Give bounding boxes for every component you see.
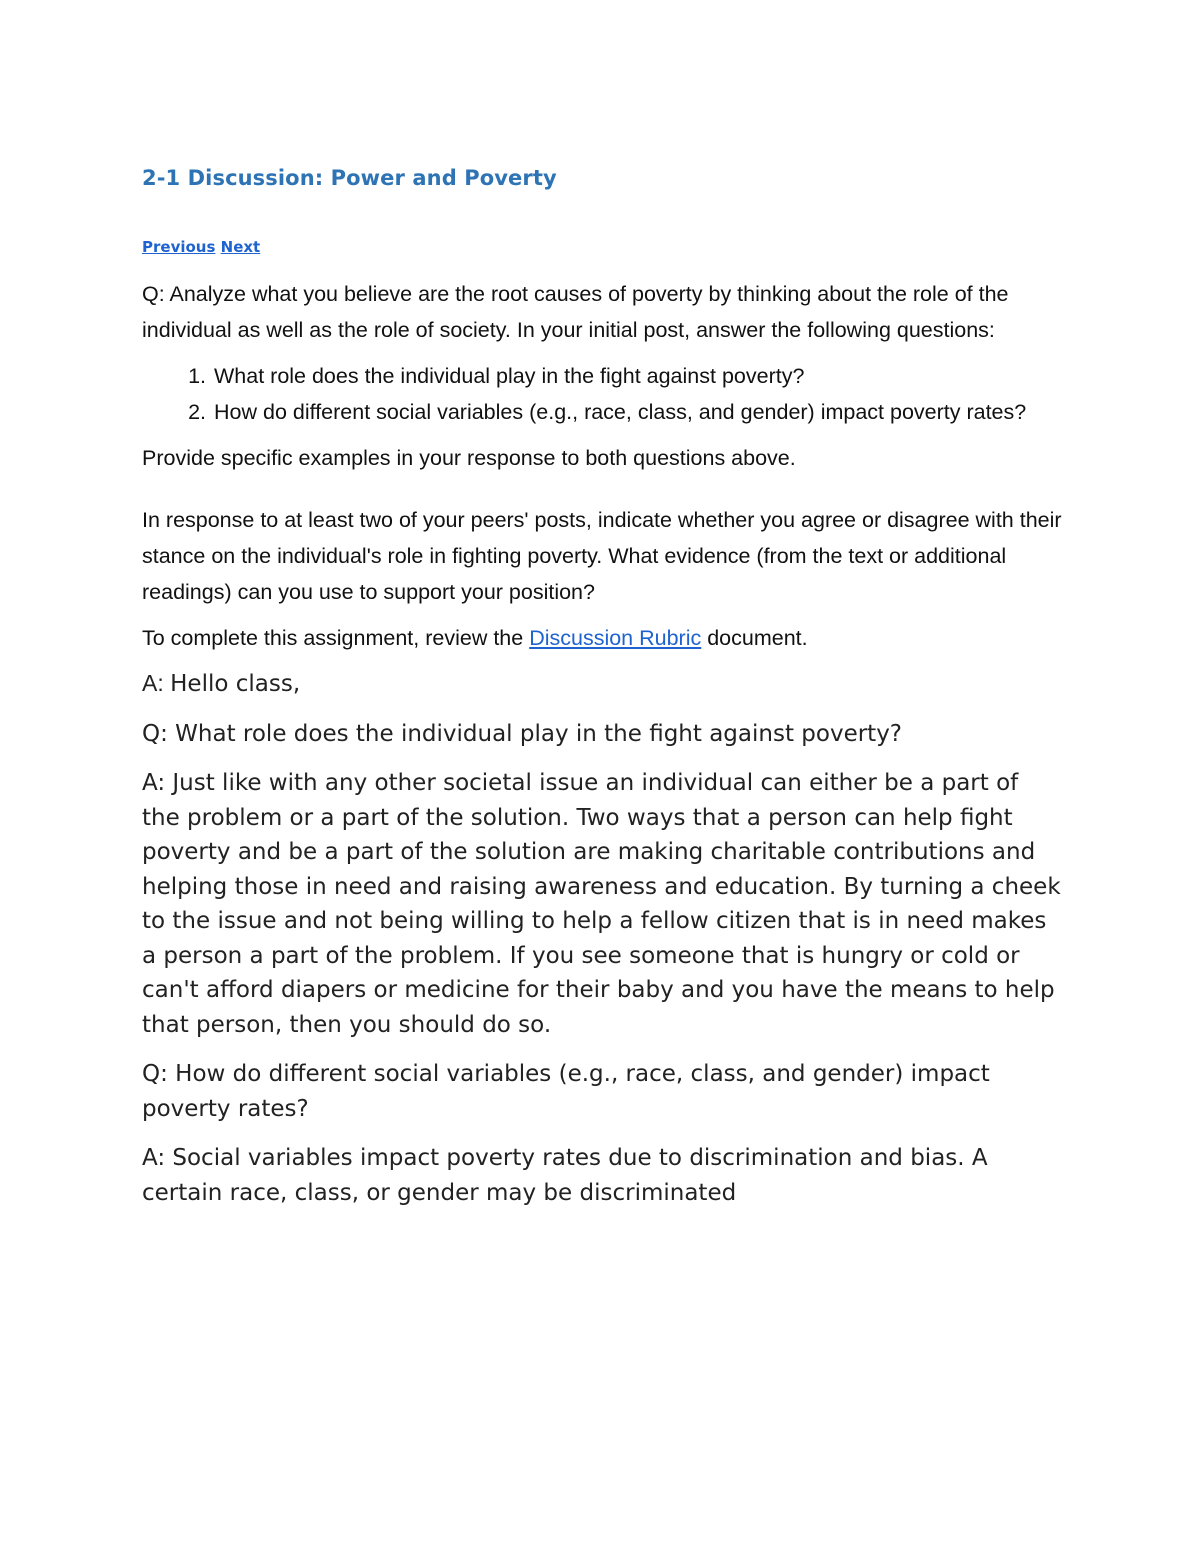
nav-links	[142, 238, 1062, 256]
next-link[interactable]: Next	[220, 238, 261, 256]
page-title: 2-1 Discussion: Power and Poverty	[142, 166, 557, 190]
question-list	[142, 358, 1062, 430]
assignment-prompt	[142, 276, 1062, 656]
examples-note: Provide specific examples in your response to both questions above.	[142, 446, 796, 470]
answer-response-1: A: Just like with any other societal issue an individual can either be a part of the problem or a part of the solution. Two ways that a person can help fight poverty and be a part of the solution are making charitable contributions and helping those in need and raising awareness and education. By turning a cheek to the issue and not being willing to help a fellow citizen that is in need makes a person a part of the problem. If you see someone that is hungry or cold or can't afford diapers or medicine for their baby and you have the means to help that person, then you should do so.	[142, 770, 1061, 1038]
discussion-rubric-link[interactable]: Discussion Rubric	[529, 626, 702, 650]
rubric-line	[142, 620, 1062, 656]
previous-link[interactable]: Previous	[142, 238, 216, 256]
greeting-tag: A:	[142, 670, 171, 696]
answer-response-2: A: Social variables impact poverty rates due to discrimination and bias. A certain race, class, or gender may be discriminated	[142, 1145, 988, 1206]
peer-response-instructions: In response to at least two of your peers' posts, indicate whether you agree or disagree with their stance on the individual's role in fighting poverty. What evidence (from the text or additional readings) can you use to support your position?	[142, 508, 1062, 604]
document-content	[142, 166, 1062, 1225]
rubric-suffix: document.	[701, 626, 808, 650]
prompt-intro: Q: Analyze what you believe are the root causes of poverty by thinking about the role of the individual as well as the role of society. In your initial post, answer the following questions:	[142, 282, 1009, 342]
greeting-text: Hello class,	[170, 671, 301, 697]
student-answer	[142, 666, 1062, 1210]
answer-question-1: Q: What role does the individual play in the fight against poverty?	[142, 720, 903, 747]
question-item: 2. How do different social variables (e.g., race, class, and gender) impact poverty rates?	[212, 394, 1062, 430]
question-item: 1. What role does the individual play in the fight against poverty?	[212, 358, 1062, 394]
greeting-line	[142, 666, 1062, 702]
rubric-prefix: To complete this assignment, review the	[142, 626, 530, 650]
answer-question-2: Q: How do different social variables (e.g., race, class, and gender) impact poverty rates?	[142, 1061, 990, 1122]
